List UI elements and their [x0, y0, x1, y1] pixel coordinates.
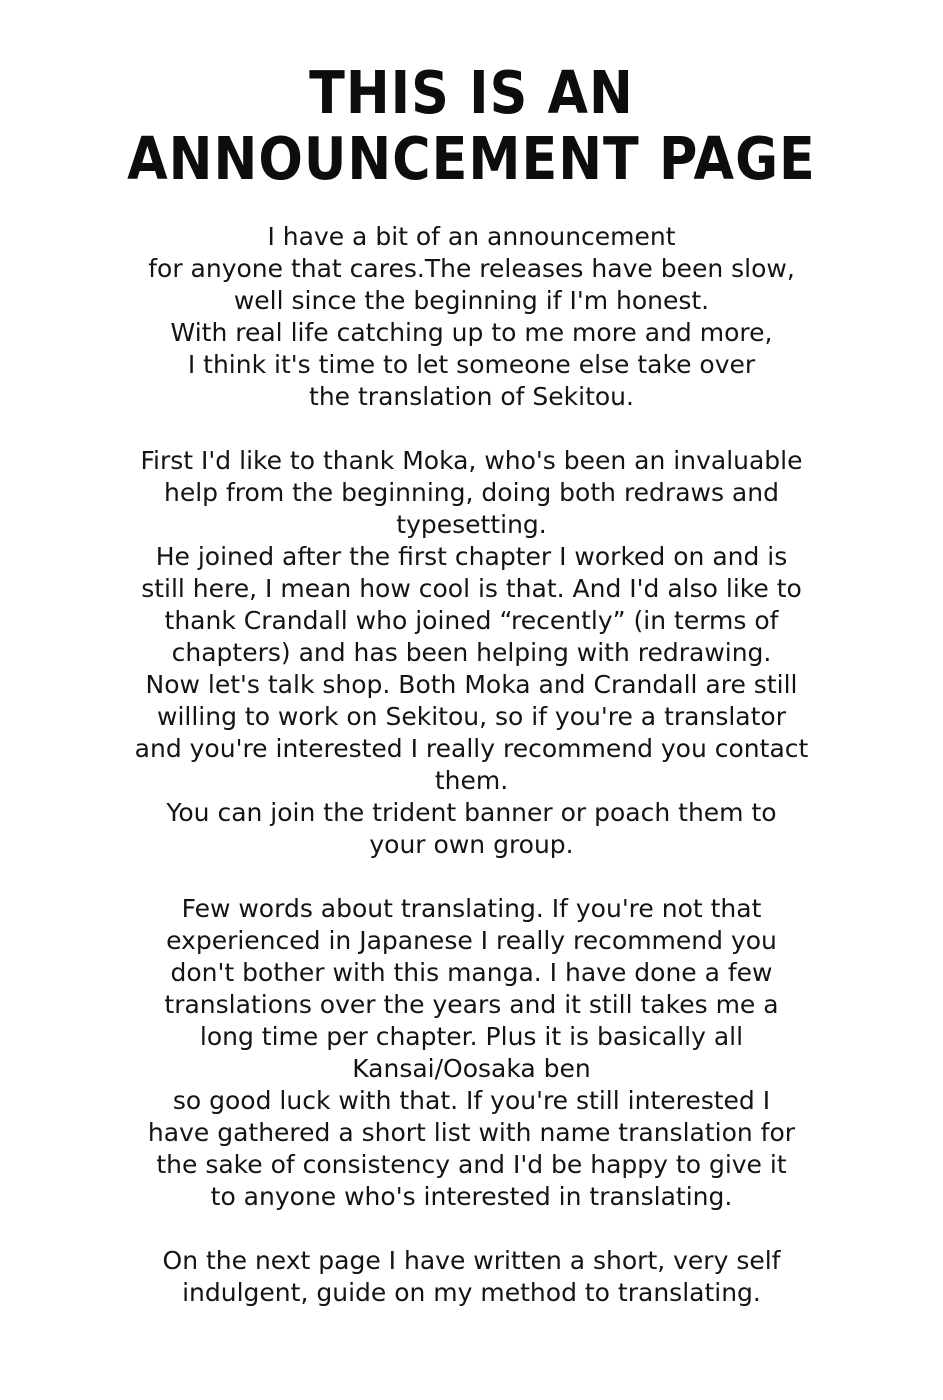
- text-line: He joined after the first chapter I worked on and is: [155, 542, 788, 571]
- text-line: I have a bit of an announcement: [267, 222, 676, 251]
- text-line: I think it's time to let someone else take over: [187, 350, 756, 379]
- paragraph-thanks: [60, 445, 883, 861]
- text-line: don't bother with this manga. I have done a few: [170, 958, 773, 987]
- paragraph-announcement: [60, 221, 883, 413]
- text-line: You can join the trident banner or poach them to: [166, 798, 777, 827]
- text-line: indulgent, guide on my method to translating.: [182, 1278, 761, 1307]
- text-line: typesetting.: [396, 510, 547, 539]
- text-line: Kansai/Oosaka ben: [352, 1054, 591, 1083]
- text-line: help from the beginning, doing both redraws and: [164, 478, 779, 507]
- text-line: your own group.: [369, 830, 574, 859]
- text-line: thank Crandall who joined “recently” (in terms of: [164, 606, 779, 635]
- text-line: them.: [434, 766, 509, 795]
- page-title-line-1: THIS IS AN: [309, 59, 634, 128]
- text-line: and you're interested I really recommend you contact: [134, 734, 809, 763]
- text-line: On the next page I have written a short, very self: [162, 1246, 781, 1275]
- text-line: still here, I mean how cool is that. And I'd also like to: [141, 574, 802, 603]
- text-line: First I'd like to thank Moka, who's been an invaluable: [140, 446, 803, 475]
- text-line: translations over the years and it still takes me a: [164, 990, 779, 1019]
- text-line: have gathered a short list with name translation for: [147, 1118, 796, 1147]
- text-line: long time per chapter. Plus it is basically all: [199, 1022, 744, 1051]
- text-line: Few words about translating. If you're not that: [181, 894, 762, 923]
- text-line: the sake of consistency and I'd be happy to give it: [156, 1150, 787, 1179]
- text-line: the translation of Sekitou.: [309, 382, 634, 411]
- paragraph-next-page: [60, 1245, 883, 1309]
- text-line: With real life catching up to me more and more,: [170, 318, 773, 347]
- text-line: well since the beginning if I'm honest.: [233, 286, 710, 315]
- text-line: to anyone who's interested in translating.: [210, 1182, 733, 1211]
- text-line: experienced in Japanese I really recommend you: [166, 926, 777, 955]
- paragraph-translating: [60, 893, 883, 1213]
- text-line: Now let's talk shop. Both Moka and Crandall are still: [145, 670, 798, 699]
- text-line: so good luck with that. If you're still interested I: [172, 1086, 771, 1115]
- page-title-line-2: ANNOUNCEMENT PAGE: [127, 125, 816, 194]
- text-line: willing to work on Sekitou, so if you're a translator: [157, 702, 786, 731]
- text-line: for anyone that cares.The releases have been slow,: [148, 254, 795, 283]
- text-line: chapters) and has been helping with redrawing.: [171, 638, 772, 667]
